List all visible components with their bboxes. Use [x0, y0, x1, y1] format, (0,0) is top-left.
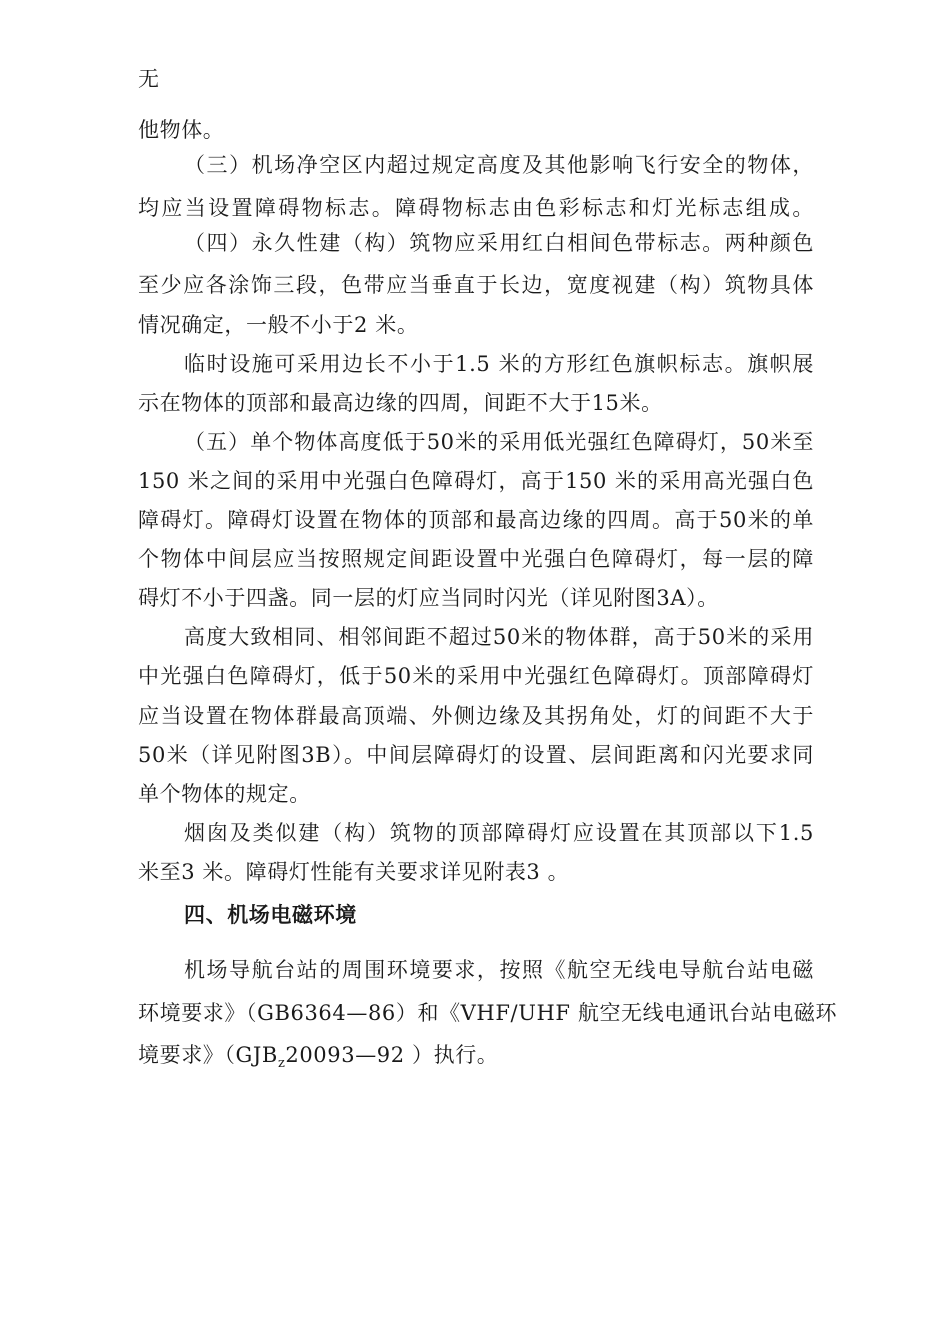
paragraph-group-line-3: 应当设置在物体群最高顶端、外侧边缘及其拐角处，灯的间距不大于	[138, 704, 814, 728]
text-line: 他物体。	[138, 118, 225, 142]
standard-code-suffix: 20093—92 ）执行。	[285, 1043, 499, 1067]
paragraph-group-line-4: 50米（详见附图3B）。中间层障碍灯的设置、层间距离和闪光要求同	[138, 743, 814, 767]
paragraph-3-line-1: （三）机场净空区内超过规定高度及其他影响飞行安全的物体，	[184, 153, 814, 177]
standard-code-subscript: z	[277, 1056, 286, 1072]
paragraph-4-line-1: （四）永久性建（构）筑物应采用红白相间色带标志。两种颜色	[184, 231, 814, 255]
paragraph-chimney-line-1: 烟囱及类似建（构）筑物的顶部障碍灯应设置在其顶部以下1.5	[184, 821, 814, 845]
paragraph-5-line-1: （五）单个物体高度低于50米的采用低光强红色障碍灯，50米至	[184, 430, 814, 454]
standard-code-prefix: 境要求》（GJB	[138, 1043, 278, 1067]
section-heading: 四、机场电磁环境	[184, 903, 357, 927]
paragraph-group-line-5: 单个物体的规定。	[138, 782, 311, 806]
paragraph-5-line-5: 碍灯不小于四盏。同一层的灯应当同时闪光（详见附图3A）。	[138, 586, 719, 610]
paragraph-em-line-1: 机场导航台站的周围环境要求，按照《航空无线电导航台站电磁	[184, 958, 814, 982]
paragraph-4-line-2: 至少应各涂饰三段，色带应当垂直于长边，宽度视建（构）筑物具体	[138, 273, 814, 297]
paragraph-em-line-2: 环境要求》（GB6364—86）和《VHF/UHF 航空无线电通讯台站电磁环	[138, 1001, 838, 1025]
paragraph-flag-line-2: 示在物体的顶部和最高边缘的四周，间距不大于15米。	[138, 391, 663, 415]
paragraph-5-line-2: 150 米之间的采用中光强白色障碍灯，高于150 米的采用高光强白色	[138, 469, 814, 493]
text-line-fragment: 无	[138, 67, 160, 91]
paragraph-flag-line-1: 临时设施可采用边长不小于1.5 米的方形红色旗帜标志。旗帜展	[184, 352, 814, 376]
paragraph-5-line-3: 障碍灯。障碍灯设置在物体的顶部和最高边缘的四周。高于50米的单	[138, 508, 814, 532]
paragraph-4-line-3: 情况确定，一般不小于2 米。	[138, 313, 419, 337]
paragraph-group-line-2: 中光强白色障碍灯，低于50米的采用中光强红色障碍灯。顶部障碍灯	[138, 664, 814, 688]
paragraph-group-line-1: 高度大致相同、相邻间距不超过50米的物体群，高于50米的采用	[184, 625, 814, 649]
paragraph-em-line-3	[138, 1042, 498, 1077]
paragraph-3-line-2: 均应当设置障碍物标志。障碍物标志由色彩标志和灯光标志组成。	[138, 196, 814, 220]
paragraph-chimney-line-2: 米至3 米。障碍灯性能有关要求详见附表3 。	[138, 860, 570, 884]
paragraph-5-line-4: 个物体中间层应当按照规定间距设置中光强白色障碍灯，每一层的障	[138, 547, 814, 571]
